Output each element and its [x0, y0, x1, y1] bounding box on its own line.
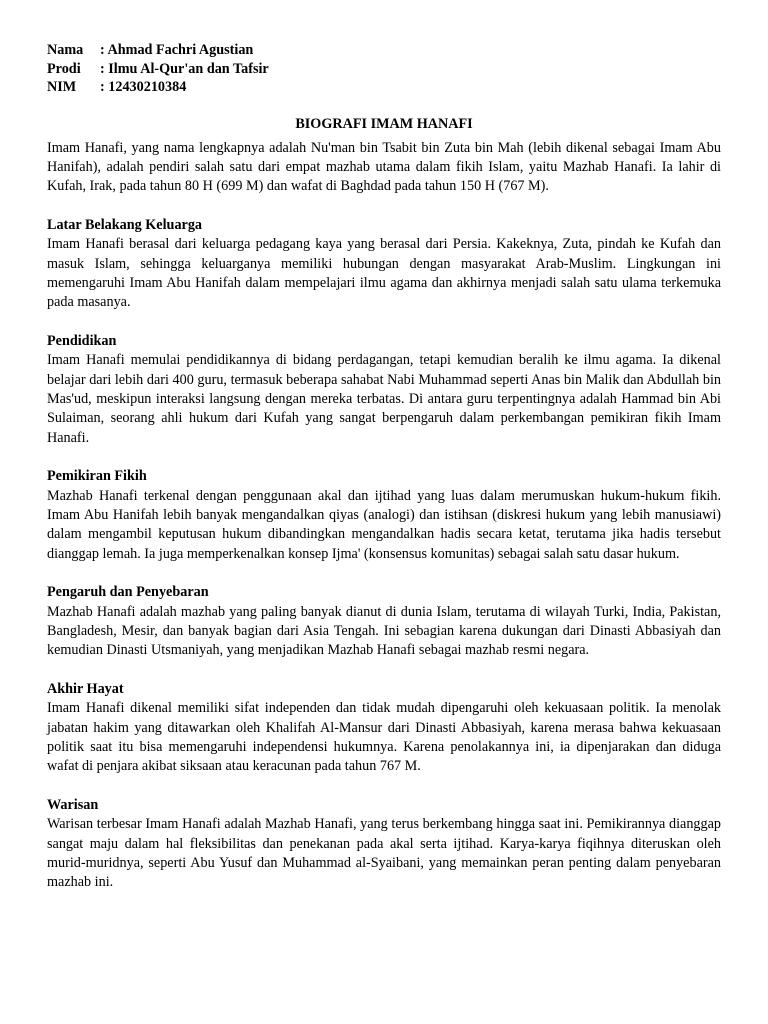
intro-paragraph: Imam Hanafi, yang nama lengkapnya adalah Nu'man bin Tsabit bin Zuta bin Mah (lebih dikenal sebagai Imam Abu Hanifah), adalah pendiri salah satu dari empat mazhab utama dalam fikih Islam, yaitu Mazhab Hanafi. Ia lahir di Kufah, Irak, pada tahun 80 H (699 M) dan wafat di Baghdad pada tahun 150 H (767 M).	[47, 139, 721, 195]
document-title: BIOGRAFI IMAM HANAFI	[295, 115, 473, 132]
section-heading: Pengaruh dan Penyebaran	[47, 584, 209, 601]
student-program-row	[47, 60, 269, 79]
section-family-background	[47, 216, 721, 312]
section-heading: Latar Belakang Keluarga	[47, 217, 203, 234]
section-body: Mazhab Hanafi adalah mazhab yang paling banyak dianut di dunia Islam, terutama di wilayah Turki, India, Pakistan, Bangladesh, Mesir, dan banyak bagian dari Asia Tengah. Ini sebagian karena dukungan dari Dinasti Abbasiyah dan kemudian Dinasti Utsmaniyah, yang menjadikan Mazhab Hanafi sebagai mazhab resmi negara.	[47, 603, 721, 659]
student-id-label: NIM	[47, 79, 77, 96]
section-body: Imam Hanafi berasal dari keluarga pedagang kaya yang berasal dari Persia. Kakeknya, Zuta, pindah ke Kufah dan masuk Islam, sehingga keluarganya memiliki hubungan dengan masyarakat Arab-Muslim. Lingkungan ini memengaruhi Imam Abu Hanifah dalam mempelajari ilmu agama dan akhirnya menjadi salah satu ulama terkemuka pada masanya.	[47, 236, 721, 311]
section-body: Mazhab Hanafi terkenal dengan penggunaan akal dan ijtihad yang luas dalam merumuskan hukum-hukum fikih. Imam Abu Hanifah lebih banyak mengandalkan qiyas (analogi) dan istihsan (diskresi hukum yang lebih manusiawi) dalam mengambil keputusan hukum dibandingkan mengandalkan hadis secara ketat, terutama jika hadis tersebut dianggap lemah. Ia juga memperkenalkan konsep Ijma' (konsensus komunitas) sebagai salah satu dasar hukum.	[47, 487, 721, 562]
section-legacy	[47, 796, 721, 892]
section-heading: Warisan	[47, 797, 99, 814]
student-info-table	[47, 41, 269, 97]
section-education	[47, 332, 721, 448]
document-page	[47, 41, 721, 893]
student-name-value: : Ahmad Fachri Agustian	[100, 42, 254, 58]
section-body: Imam Hanafi dikenal memiliki sifat independen dan tidak mudah dipengaruhi oleh kekuasaan politik. Ia menolak jabatan hakim yang ditawarkan oleh Khalifah Al-Mansur dari Dinasti Abbasiyah, karena merasa bahwa kekuasaan politik saat itu bisa memengaruhi independensi hukumnya. Karena penolakannya ini, ia dipenjarakan dan diduga wafat di penjara akibat siksaan atau keracunan pada tahun 767 M.	[47, 700, 721, 775]
student-program-value: : Ilmu Al-Qur'an dan Tafsir	[100, 60, 269, 77]
student-name-row	[47, 41, 269, 60]
student-name-label: Nama	[47, 42, 84, 58]
section-body: Warisan terbesar Imam Hanafi adalah Mazhab Hanafi, yang terus berkembang hingga saat ini. Pemikirannya dianggap sangat maju dalam hal fleksibilitas dan penekanan pada akal serta ijtihad. Karya-karya fiqihnya diteruskan oleh murid-muridnya, seperti Abu Yusuf dan Muhammad al-Syaibani, yang memainkan peran penting dalam penyebaran mazhab ini.	[47, 816, 721, 891]
section-body: Imam Hanafi memulai pendidikannya di bidang perdagangan, tetapi kemudian beralih ke ilmu agama. Ia dikenal belajar dari lebih dari 400 guru, termasuk beberapa sahabat Nabi Muhammad seperti Anas bin Malik dan Abdullah bin Mas'ud, meskipun interaksi langsung dengan mereka terbatas. Di antara guru terpentingnya adalah Hammad bin Abi Sulaiman, seorang ahli hukum dari Kufah yang sangat berpengaruh dalam perkembangan pemikiran fikih Imam Hanafi.	[47, 352, 721, 446]
section-influence-spread	[47, 583, 721, 660]
student-program-label: Prodi	[47, 60, 81, 77]
section-end-of-life	[47, 680, 721, 776]
section-heading: Pendidikan	[47, 333, 117, 350]
section-heading: Akhir Hayat	[47, 681, 124, 698]
student-id-value: : 12430210384	[100, 79, 187, 96]
section-fiqh-thought	[47, 467, 721, 563]
section-heading: Pemikiran Fikih	[47, 468, 147, 485]
student-id-row	[47, 78, 269, 97]
